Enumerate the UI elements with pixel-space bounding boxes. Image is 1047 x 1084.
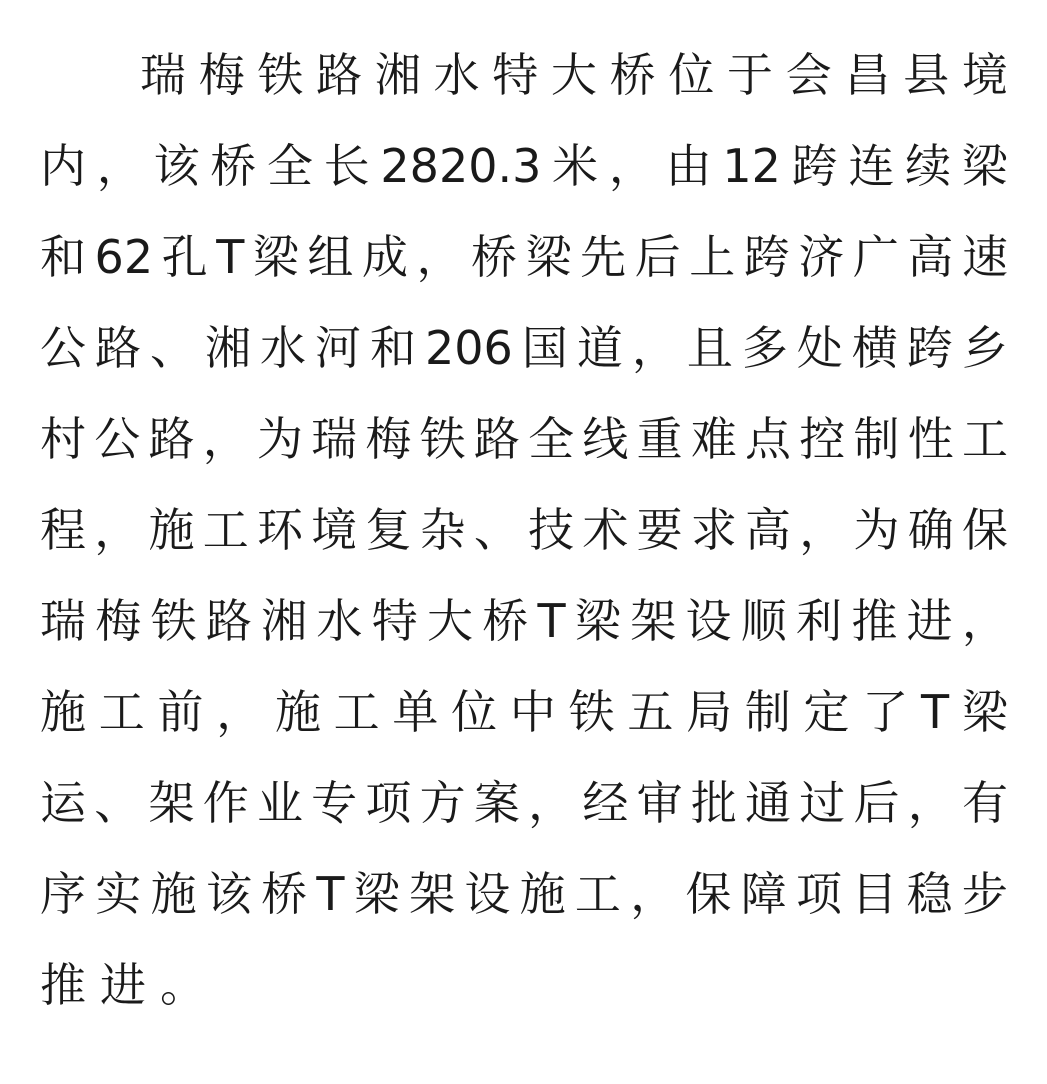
paragraph-line — [40, 485, 1008, 576]
text-glyph: 架 — [409, 867, 456, 921]
text-glyph: 后 — [634, 230, 681, 284]
text-glyph: 湘 — [261, 594, 308, 648]
text-glyph: 通 — [745, 776, 792, 830]
text-glyph: 单 — [392, 685, 439, 739]
text-glyph: 和 — [370, 321, 416, 375]
text-glyph: 、 — [150, 321, 196, 375]
text-glyph: 国 — [521, 321, 568, 375]
text-glyph: 公 — [40, 321, 86, 375]
text-glyph: 跨 — [743, 230, 790, 284]
text-glyph: 该 — [205, 867, 252, 921]
text-glyph: 项 — [796, 867, 843, 921]
text-glyph: 206 — [425, 321, 513, 375]
text-glyph: 位 — [451, 685, 498, 739]
text-glyph: 续 — [905, 139, 952, 193]
text-glyph: 长 — [323, 139, 370, 193]
paragraph-line — [40, 30, 1008, 121]
text-glyph: 湘 — [205, 321, 251, 375]
text-glyph: 利 — [796, 594, 843, 648]
text-glyph: 路 — [205, 594, 252, 648]
text-glyph: 保 — [685, 867, 732, 921]
text-glyph: 多 — [741, 321, 788, 375]
text-glyph: 推 — [40, 958, 86, 1012]
text-glyph: 经 — [582, 776, 629, 830]
text-glyph: T — [316, 867, 345, 921]
text-glyph: 跨 — [791, 139, 838, 193]
text-glyph: 五 — [627, 685, 674, 739]
text-glyph: 该 — [153, 139, 200, 193]
text-glyph: 桥 — [261, 867, 308, 921]
text-glyph: 大 — [550, 48, 597, 102]
text-glyph: 批 — [690, 776, 737, 830]
text-glyph: 施 — [519, 867, 566, 921]
text-glyph: 2820.3 — [380, 139, 542, 193]
text-glyph: 桥 — [210, 139, 257, 193]
text-glyph: 案 — [473, 776, 520, 830]
text-glyph: 保 — [961, 503, 1008, 557]
text-glyph: 梅 — [198, 48, 245, 102]
text-glyph: 济 — [798, 230, 845, 284]
text-glyph: 工 — [98, 685, 145, 739]
text-glyph: 乡 — [961, 321, 1008, 375]
text-glyph: ， — [416, 230, 463, 284]
text-glyph: 瑞 — [311, 412, 358, 466]
text-glyph: 湘 — [374, 48, 421, 102]
text-glyph: 杂 — [419, 503, 466, 557]
text-glyph: 制 — [744, 685, 791, 739]
text-glyph: 难 — [690, 412, 737, 466]
text-glyph: 设 — [464, 867, 511, 921]
paragraph-line — [40, 303, 1008, 394]
text-glyph: 顺 — [740, 594, 787, 648]
text-glyph: 技 — [528, 503, 575, 557]
paragraph-line — [40, 849, 1008, 940]
text-glyph: 性 — [907, 412, 954, 466]
text-glyph: 位 — [668, 48, 715, 102]
text-glyph: 连 — [848, 139, 895, 193]
text-glyph: 确 — [907, 503, 954, 557]
text-glyph: 铁 — [568, 685, 615, 739]
text-glyph: 铁 — [419, 412, 466, 466]
text-glyph: 路 — [95, 321, 141, 375]
text-glyph: T — [537, 594, 566, 648]
text-glyph: 施 — [150, 867, 197, 921]
text-glyph: 瑞 — [140, 48, 186, 102]
text-glyph: 前 — [157, 685, 204, 739]
text-glyph: 稳 — [906, 867, 953, 921]
text-glyph: 内 — [40, 139, 86, 193]
text-glyph: 梁 — [961, 685, 1008, 739]
text-glyph: 专 — [311, 776, 358, 830]
text-glyph: 重 — [636, 412, 683, 466]
text-glyph: 业 — [256, 776, 303, 830]
text-glyph: 设 — [685, 594, 732, 648]
text-glyph: 工 — [961, 412, 1008, 466]
text-glyph: 水 — [260, 321, 306, 375]
text-glyph: 铁 — [257, 48, 304, 102]
paragraph-line — [40, 667, 1008, 758]
text-glyph: 进 — [100, 958, 146, 1012]
text-glyph: 为 — [853, 503, 900, 557]
text-glyph: 步 — [961, 867, 1008, 921]
text-glyph: 公 — [94, 412, 141, 466]
paragraph-line — [40, 212, 1008, 303]
text-glyph: 横 — [851, 321, 898, 375]
text-glyph: 速 — [961, 230, 1008, 284]
text-glyph: 梁 — [574, 594, 621, 648]
text-glyph: 施 — [274, 685, 321, 739]
text-glyph: 推 — [851, 594, 898, 648]
paragraph-line — [40, 576, 1008, 667]
text-glyph: ， — [94, 503, 141, 557]
text-glyph: 桥 — [482, 594, 529, 648]
text-glyph: ， — [216, 685, 263, 739]
text-glyph: 过 — [799, 776, 846, 830]
text-glyph: 程 — [40, 503, 86, 557]
text-glyph: 项 — [365, 776, 412, 830]
text-glyph: 求 — [690, 503, 737, 557]
text-glyph: 由 — [665, 139, 712, 193]
text-glyph: 村 — [40, 412, 86, 466]
text-glyph: 了 — [862, 685, 909, 739]
text-glyph: ， — [608, 139, 655, 193]
text-glyph: 中 — [509, 685, 556, 739]
text-glyph: ， — [630, 867, 677, 921]
text-glyph: 环 — [256, 503, 303, 557]
paragraph-line — [40, 394, 1008, 485]
text-glyph: 处 — [796, 321, 843, 375]
text-glyph: 点 — [745, 412, 792, 466]
text-glyph: 、 — [473, 503, 520, 557]
text-glyph: 铁 — [150, 594, 197, 648]
text-glyph: 路 — [316, 48, 363, 102]
text-glyph: 施 — [148, 503, 195, 557]
text-glyph: 线 — [582, 412, 629, 466]
text-glyph: 后 — [853, 776, 900, 830]
paragraph-line — [40, 121, 1008, 212]
text-glyph: 高 — [907, 230, 954, 284]
text-glyph: 局 — [686, 685, 733, 739]
text-glyph: 制 — [853, 412, 900, 466]
text-glyph: 定 — [803, 685, 850, 739]
text-glyph: 于 — [727, 48, 774, 102]
paragraph-line — [40, 940, 1008, 1031]
text-glyph: 有 — [961, 776, 1008, 830]
text-glyph: 施 — [40, 685, 86, 739]
text-glyph: 62 — [94, 230, 154, 284]
text-glyph: 工 — [202, 503, 249, 557]
text-glyph: 道 — [576, 321, 623, 375]
text-glyph: 复 — [365, 503, 412, 557]
text-glyph: 桥 — [609, 48, 656, 102]
text-glyph: 控 — [799, 412, 846, 466]
text-glyph: 术 — [582, 503, 629, 557]
text-glyph: 瑞 — [40, 594, 86, 648]
text-glyph: 12 — [722, 139, 781, 193]
text-glyph: 路 — [148, 412, 195, 466]
text-glyph: 高 — [745, 503, 792, 557]
text-glyph: 组 — [307, 230, 354, 284]
text-glyph: 且 — [686, 321, 733, 375]
text-glyph: 孔 — [161, 230, 208, 284]
text-glyph: 先 — [580, 230, 627, 284]
text-glyph: 实 — [95, 867, 142, 921]
text-glyph: 境 — [961, 48, 1008, 102]
text-glyph: 水 — [433, 48, 480, 102]
text-glyph: 广 — [852, 230, 899, 284]
text-glyph: 梅 — [365, 412, 412, 466]
text-glyph: T — [216, 230, 245, 284]
text-glyph: 目 — [851, 867, 898, 921]
text-glyph: 梁 — [252, 230, 299, 284]
text-glyph: 梁 — [353, 867, 400, 921]
text-glyph: 工 — [574, 867, 621, 921]
text-glyph: 会 — [785, 48, 832, 102]
text-glyph: 特 — [492, 48, 539, 102]
text-glyph: 米 — [552, 139, 599, 193]
text-glyph: 进 — [906, 594, 953, 648]
text-glyph: ， — [631, 321, 678, 375]
text-glyph: 序 — [40, 867, 86, 921]
text-glyph: 水 — [316, 594, 363, 648]
paragraph-line — [40, 758, 1008, 849]
text-glyph: 县 — [903, 48, 950, 102]
text-glyph: 。 — [160, 958, 206, 1012]
text-glyph: 大 — [426, 594, 473, 648]
text-glyph: 全 — [266, 139, 313, 193]
text-glyph: 梁 — [525, 230, 572, 284]
text-glyph: 跨 — [906, 321, 953, 375]
text-glyph: ， — [961, 594, 1008, 648]
text-glyph: 昌 — [844, 48, 891, 102]
article-body — [40, 30, 1008, 1031]
text-glyph: 方 — [419, 776, 466, 830]
text-glyph: ， — [202, 412, 249, 466]
text-glyph: 审 — [636, 776, 683, 830]
text-glyph: T — [921, 685, 950, 739]
text-glyph: 境 — [311, 503, 358, 557]
text-glyph: 梁 — [961, 139, 1008, 193]
text-glyph: 要 — [636, 503, 683, 557]
text-glyph: 架 — [630, 594, 677, 648]
text-glyph: 障 — [740, 867, 787, 921]
text-glyph: 工 — [333, 685, 380, 739]
text-glyph: 全 — [528, 412, 575, 466]
text-glyph: ， — [907, 776, 954, 830]
text-glyph: 梅 — [95, 594, 142, 648]
text-glyph: 作 — [202, 776, 249, 830]
text-glyph: 运 — [40, 776, 86, 830]
text-glyph: 、 — [94, 776, 141, 830]
text-glyph: 上 — [689, 230, 736, 284]
text-glyph: ， — [96, 139, 143, 193]
text-glyph: ， — [528, 776, 575, 830]
text-glyph: 特 — [371, 594, 418, 648]
text-glyph: 河 — [315, 321, 361, 375]
text-glyph: 和 — [40, 230, 86, 284]
text-glyph: ， — [799, 503, 846, 557]
text-glyph: 架 — [148, 776, 195, 830]
text-glyph: 路 — [473, 412, 520, 466]
text-glyph: 桥 — [471, 230, 518, 284]
text-glyph: 成 — [361, 230, 408, 284]
text-glyph: 为 — [256, 412, 303, 466]
